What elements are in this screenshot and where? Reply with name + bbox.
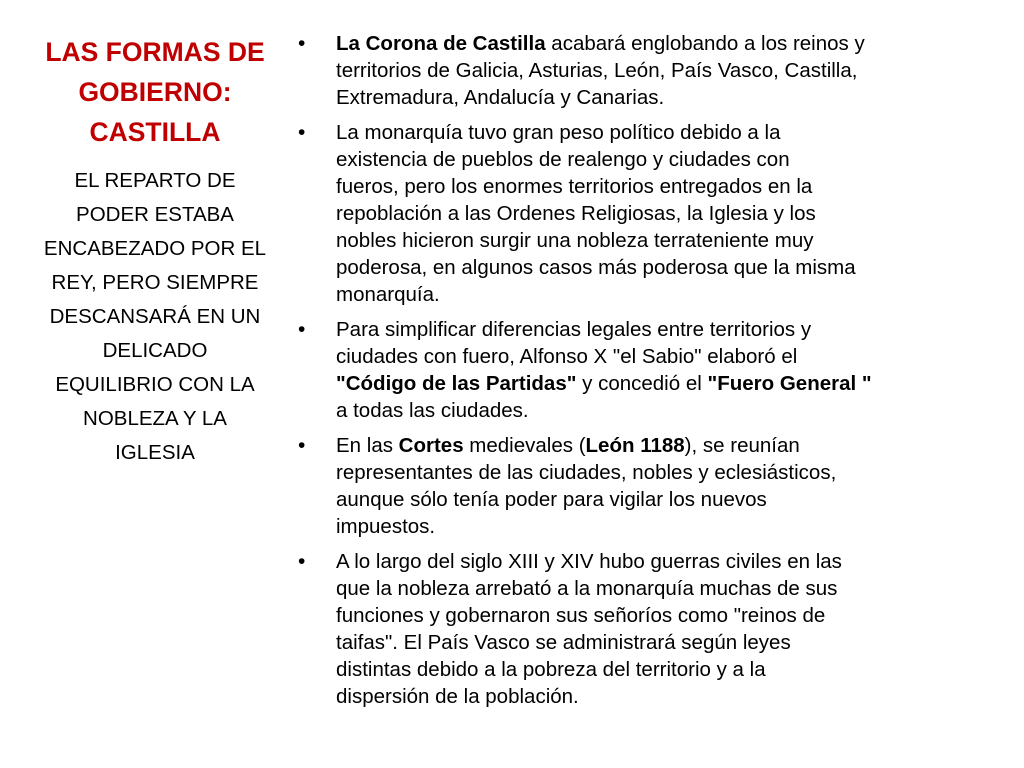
subtitle-line: IGLESIA: [115, 441, 195, 464]
text-run: representantes de las ciudades, nobles y eclesiásticos,: [336, 461, 837, 484]
left-column: [30, 32, 280, 470]
bold-text: León 1188: [585, 434, 685, 457]
subtitle-line: EL REPARTO DE: [74, 169, 236, 192]
bold-text: "Código de las Partidas": [336, 372, 577, 395]
text-run: poderosa, en algunos casos más poderosa que la misma: [336, 256, 856, 279]
bullet-line: [336, 84, 998, 111]
bullet-marker: •: [298, 550, 306, 573]
text-run: fueros, pero los enormes territorios entregados en la: [336, 175, 813, 198]
bold-text: "Fuero General ": [707, 372, 872, 395]
title-line: GOBIERNO:: [78, 77, 232, 107]
bullet-line: [336, 629, 998, 656]
bullet-marker: •: [298, 318, 306, 341]
bullet-line: [336, 343, 998, 370]
text-run: A lo largo del siglo XIII y XIV hubo guerras civiles en las: [336, 550, 842, 573]
subtitle-line: DESCANSARÁ EN UN: [49, 305, 261, 328]
bullet-line: [336, 30, 998, 57]
subtitle-line: PODER ESTABA: [76, 203, 234, 226]
right-column: [298, 30, 998, 718]
text-run: ciudades con fuero, Alfonso X "el Sabio" elaboró el: [336, 345, 798, 368]
text-run: nobles hicieron surgir una nobleza terrateniente muy: [336, 229, 814, 252]
bullet-marker: •: [298, 121, 306, 144]
bold-text: La Corona de Castilla: [336, 32, 546, 55]
text-run: Extremadura, Andalucía y Canarias.: [336, 86, 665, 109]
text-run: dispersión de la población.: [336, 685, 579, 708]
bullet-line: [336, 119, 998, 146]
bullet-line: [336, 57, 998, 84]
bullet-line: [336, 173, 998, 200]
text-run: monarquía.: [336, 283, 440, 306]
text-run: territorios de Galicia, Asturias, León, País Vasco, Castilla,: [336, 59, 858, 82]
text-run: acabará englobando a los reinos y: [545, 32, 865, 55]
subtitle-line: DELICADO: [102, 339, 208, 362]
title-line: LAS FORMAS DE: [45, 37, 265, 67]
bullet-line: [336, 146, 998, 173]
bullet-line: [336, 200, 998, 227]
text-run: existencia de pueblos de realengo y ciudades con: [336, 148, 790, 171]
bullet-item: [298, 548, 998, 710]
bullet-line: [336, 432, 998, 459]
bullet-line: [336, 227, 998, 254]
bullet-line: [336, 602, 998, 629]
bullet-line: [336, 459, 998, 486]
text-run: Para simplificar diferencias legales entre territorios y: [336, 318, 812, 341]
bullet-item: [298, 30, 998, 111]
bullet-line: [336, 656, 998, 683]
bullet-marker: •: [298, 32, 306, 55]
subtitle-line: NOBLEZA Y LA: [83, 407, 227, 430]
text-run: que la nobleza arrebató a la monarquía muchas de sus: [336, 577, 838, 600]
text-run: a todas las ciudades.: [336, 399, 529, 422]
bullet-line: [336, 370, 998, 397]
bold-text: Cortes: [398, 434, 464, 457]
text-run: La monarquía tuvo gran peso político debido a la: [336, 121, 781, 144]
bullet-item: [298, 316, 998, 424]
subtitle-line: EQUILIBRIO CON LA: [55, 373, 255, 396]
text-run: distintas debido a la pobreza del territorio y a la: [336, 658, 766, 681]
bullet-line: [336, 254, 998, 281]
bullet-line: [336, 281, 998, 308]
bullet-line: [336, 316, 998, 343]
text-run: y concedió el: [576, 372, 708, 395]
bullet-list: [298, 30, 998, 710]
text-run: En las: [336, 434, 399, 457]
subtitle-line: ENCABEZADO POR EL: [43, 237, 267, 260]
bullet-line: [336, 575, 998, 602]
text-run: repoblación a las Ordenes Religiosas, la Iglesia y los: [336, 202, 816, 225]
text-run: funciones y gobernaron sus señoríos como "reinos de: [336, 604, 826, 627]
text-run: taifas". El País Vasco se administrará según leyes: [336, 631, 791, 654]
subtitle-line: REY, PERO SIEMPRE: [51, 271, 259, 294]
text-run: aunque sólo tenía poder para vigilar los nuevos: [336, 488, 767, 511]
bullet-line: [336, 397, 998, 424]
bullet-line: [336, 513, 998, 540]
bullet-marker: •: [298, 434, 306, 457]
text-run: ), se reunían: [684, 434, 800, 457]
text-run: medievales (: [463, 434, 586, 457]
slide-title: [30, 32, 280, 152]
bullet-item: [298, 119, 998, 308]
slide-subtitle: [30, 164, 280, 470]
text-run: impuestos.: [336, 515, 436, 538]
bullet-line: [336, 486, 998, 513]
bullet-item: [298, 432, 998, 540]
bullet-line: [336, 683, 998, 710]
title-line: CASTILLA: [89, 117, 221, 147]
bullet-line: [336, 548, 998, 575]
